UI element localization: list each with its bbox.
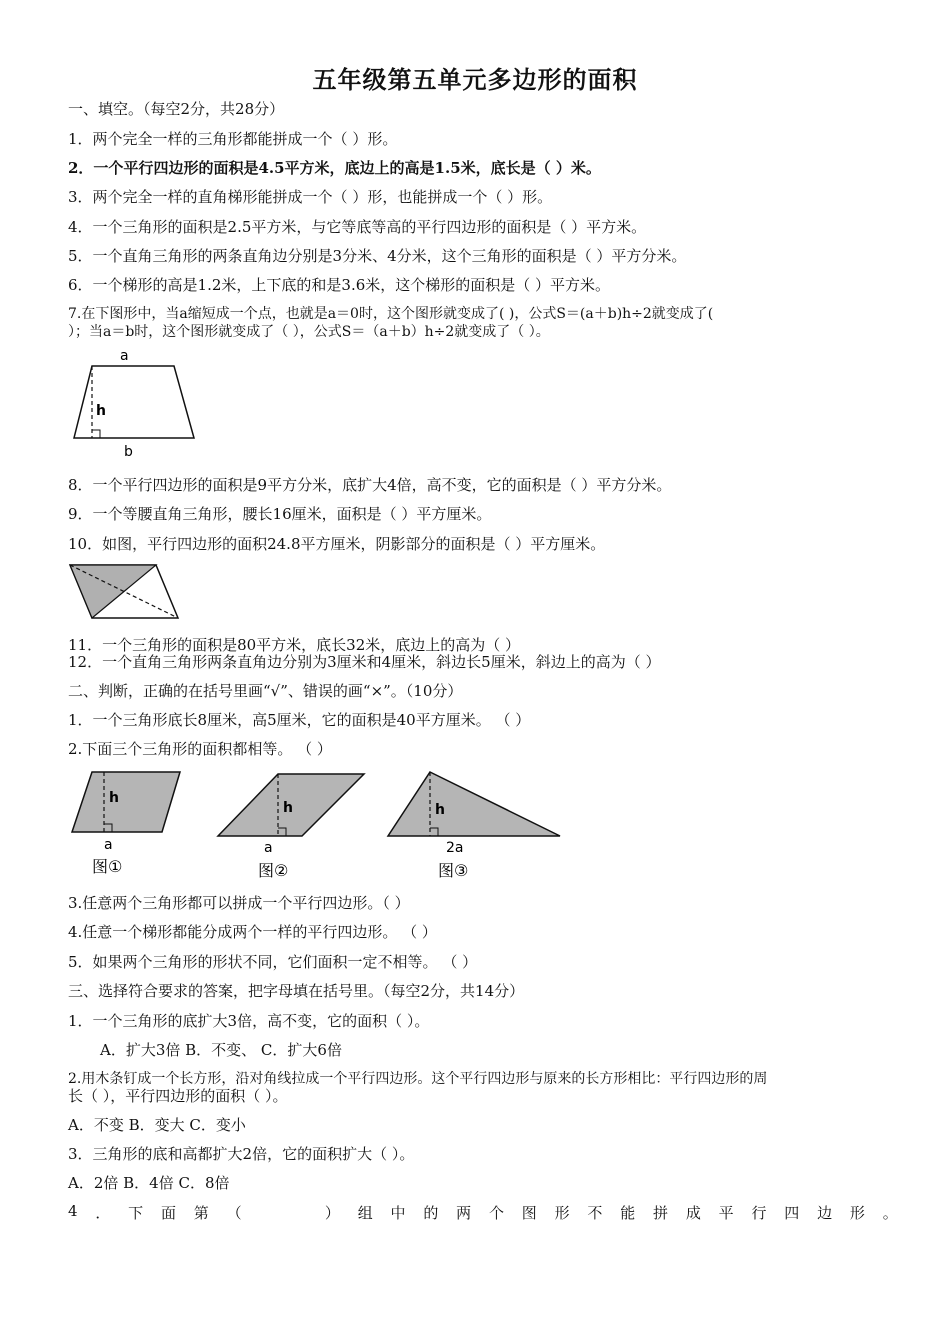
choice-question-3-options: A．2倍 B．4倍 C．8倍 (68, 1174, 230, 1192)
section-3-heading: 三、选择符合要求的答案，把字母填在括号里。（每空2分，共14分） (68, 982, 525, 1000)
three-shapes-figure (66, 764, 576, 886)
section-1-heading: 一、填空。（每空2分，共28分） (68, 100, 285, 118)
judge-question-4: 4.任意一个梯形都能分成两个一样的平行四边形。 （ ） (68, 923, 437, 941)
parallelogram-shaded-figure (66, 560, 184, 622)
question-4-char: 不 (587, 1204, 603, 1222)
question-4-char: 形 (554, 1204, 570, 1222)
question-4-char: 中 (390, 1204, 406, 1222)
question-4-char: 边 (817, 1204, 833, 1222)
question-1-8: 8．一个平行四边形的面积是9平方分米，底扩大4倍，高不变，它的面积是（ ）平方分米。 (68, 476, 672, 494)
trapezoid-figure (66, 346, 206, 462)
question-1-10: 10．如图，平行四边形的面积24.8平方厘米，阴影部分的面积是（ ）平方厘米。 (68, 535, 606, 553)
choice-question-2-line-1: 2.用木条钉成一个长方形，沿对角线拉成一个平行四边形。这个平行四边形与原来的长方形相比：平行四边形的周 (68, 1071, 768, 1087)
figure-2-label-h: h (283, 800, 293, 816)
figure-3-base-label: 2a (446, 840, 464, 856)
question-1-12: 12．一个直角三角形两条直角边分别为3厘米和4厘米，斜边长5厘米，斜边上的高为（ ） (68, 653, 661, 671)
question-1-2: 2．一个平行四边形的面积是4.5平方米，底边上的高是1.5米，底长是（ ）米。 (68, 159, 601, 177)
question-1-7-line-2: ）；当a＝b时，这个图形就变成了（ ），公式S＝（a＋b）h÷2就变成了（ ）。 (68, 324, 550, 340)
question-1-3: 3．两个完全一样的直角梯形能拼成一个（ ）形，也能拼成一个（ ）形。 (68, 188, 553, 206)
right-angle-mark (92, 430, 100, 438)
question-4-char: 两 (456, 1204, 472, 1222)
question-4-char: 。 (882, 1204, 898, 1222)
question-1-1: 1．两个完全一样的三角形都能拼成一个（ ）形。 (68, 130, 398, 148)
figure-1-caption: 图① (92, 857, 123, 876)
choice-question-1-options: A．扩大3倍 B．不变、 C．扩大6倍 (100, 1041, 342, 1059)
question-1-11: 11．一个三角形的面积是80平方米，底长32米，底边上的高为（ ） (68, 636, 521, 654)
question-4-char: ． (95, 1204, 111, 1222)
section-2-heading: 二、判断，正确的在括号里画“√”、错误的画“×”。（10分） (68, 682, 463, 700)
question-4-char: 行 (751, 1204, 767, 1222)
question-4-char: 图 (521, 1204, 537, 1222)
figure-1-label-h: h (109, 790, 119, 806)
trapezoid-label-h: h (96, 403, 106, 419)
question-4-char: ） (324, 1204, 340, 1222)
question-4-char: （ (226, 1204, 242, 1222)
figure-3-label-h: h (435, 802, 445, 818)
figure-1-parallelogram (72, 772, 180, 832)
shaded-triangle (70, 565, 156, 618)
choice-question-3: 3．三角形的底和高都扩大2倍，它的面积扩大（ ）。 (68, 1145, 415, 1163)
question-1-9: 9．一个等腰直角三角形，腰长16厘米，面积是（ ）平方厘米。 (68, 505, 492, 523)
question-4-char: 下 (128, 1204, 144, 1222)
question-4-char: 4 (68, 1202, 78, 1220)
question-4-char: 组 (357, 1204, 373, 1222)
judge-question-5: 5．如果两个三角形的形状不同，它们面积一定不相等。 （ ） (68, 953, 478, 971)
trapezoid-label-b: b (124, 444, 133, 460)
judge-question-1: 1．一个三角形底长8厘米，高5厘米，它的面积是40平方厘米。 （ ） (68, 711, 531, 729)
question-4-char: 面 (160, 1204, 176, 1222)
judge-question-2: 2.下面三个三角形的面积都相等。 （ ） (68, 740, 332, 758)
question-1-7-line-1: 7.在下图形中，当a缩短成一个点，也就是a＝0时，这个图形就变成了( )，公式S＝(a＋b)h÷2就变成了( (68, 306, 714, 322)
choice-question-2-options: A．不变 B．变大 C．变小 (68, 1116, 246, 1134)
question-4-char: 第 (193, 1204, 209, 1222)
page-title: 五年级第五单元多边形的面积 (312, 65, 638, 94)
question-1-4: 4．一个三角形的面积是2.5平方米，与它等底等高的平行四边形的面积是（ ）平方米。 (68, 218, 647, 236)
question-4-char: 能 (620, 1204, 636, 1222)
choice-question-1: 1．一个三角形的底扩大3倍，高不变，它的面积（ ）。 (68, 1012, 430, 1030)
figure-2-caption: 图② (258, 861, 289, 880)
figure-2-base-label: a (264, 840, 273, 856)
choice-question-4 (68, 1202, 898, 1223)
question-4-char: 平 (718, 1204, 734, 1222)
question-4-char (259, 1202, 307, 1223)
question-4-char: 个 (488, 1204, 504, 1222)
choice-question-2-line-2: 长（ ），平行四边形的面积（ ）。 (68, 1087, 288, 1105)
figure-1-base-label: a (104, 837, 113, 853)
figure-3-caption: 图③ (438, 861, 469, 880)
trapezoid-label-a: a (120, 348, 129, 364)
question-1-6: 6．一个梯形的高是1.2米，上下底的和是3.6米，这个梯形的面积是（ ）平方米。 (68, 276, 611, 294)
question-1-5: 5．一个直角三角形的两条直角边分别是3分米、4分米，这个三角形的面积是（ ）平方分米。 (68, 247, 687, 265)
question-4-char: 四 (784, 1204, 800, 1222)
figure-3-triangle (388, 772, 560, 836)
question-4-char: 形 (849, 1204, 865, 1222)
question-4-char: 成 (685, 1204, 701, 1222)
judge-question-3: 3.任意两个三角形都可以拼成一个平行四边形。（ ） (68, 894, 410, 912)
question-4-char: 拼 (653, 1204, 669, 1222)
question-4-char: 的 (423, 1204, 439, 1222)
